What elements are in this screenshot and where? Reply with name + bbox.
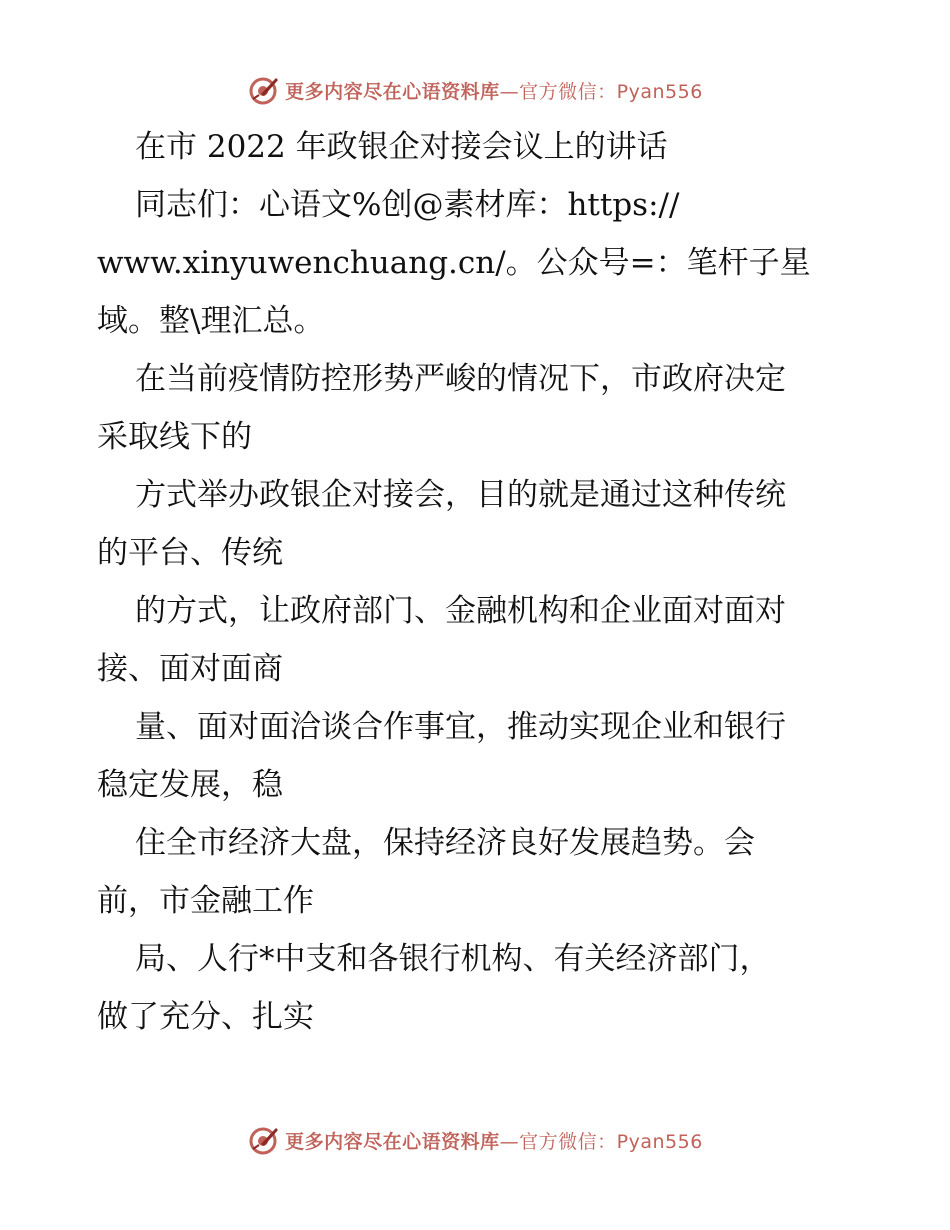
footer-banner-text	[285, 1127, 703, 1154]
header-banner-text	[285, 77, 703, 104]
pen-nib-logo-icon	[247, 1123, 281, 1157]
document-line: 域。整\理汇总。	[97, 303, 325, 339]
header-banner-title: 更多内容尽在心语资料库	[285, 80, 500, 103]
document-body	[97, 118, 857, 1046]
pen-nib-logo-icon	[247, 73, 281, 107]
document-title: 在市 2022 年政银企对接会议上的讲话	[135, 129, 668, 165]
document-line: 前，市金融工作	[97, 883, 314, 919]
document-line: 方式举办政银企对接会，目的就是通过这种传统	[135, 477, 786, 513]
document-line: 采取线下的	[97, 419, 252, 455]
document-line: www.xinyuwenchuang.cn/。公众号=：笔杆子星	[97, 245, 811, 281]
header-banner-wechat: —官方微信：Pyan556	[499, 80, 703, 103]
document-line: 的方式，让政府部门、金融机构和企业面对面对	[135, 593, 786, 629]
header-banner	[0, 70, 950, 110]
document-line: 接、面对面商	[97, 651, 283, 687]
document-line: 稳定发展，稳	[97, 767, 283, 803]
document-line: 的平台、传统	[97, 535, 283, 571]
document-line: 量、面对面洽谈合作事宜，推动实现企业和银行	[135, 709, 786, 745]
document-line: 在当前疫情防控形势严峻的情况下，市政府决定	[135, 361, 786, 397]
document-line: 做了充分、扎实	[97, 999, 314, 1035]
footer-banner	[0, 1120, 950, 1160]
document-line: 住全市经济大盘，保持经济良好发展趋势。会	[135, 825, 755, 861]
document-line: 同志们：心语文%创@素材库：https://	[135, 187, 680, 223]
document-line: 局、人行*中支和各银行机构、有关经济部门，	[135, 941, 771, 977]
footer-banner-title: 更多内容尽在心语资料库	[285, 1130, 500, 1153]
footer-banner-wechat: —官方微信：Pyan556	[499, 1130, 703, 1153]
